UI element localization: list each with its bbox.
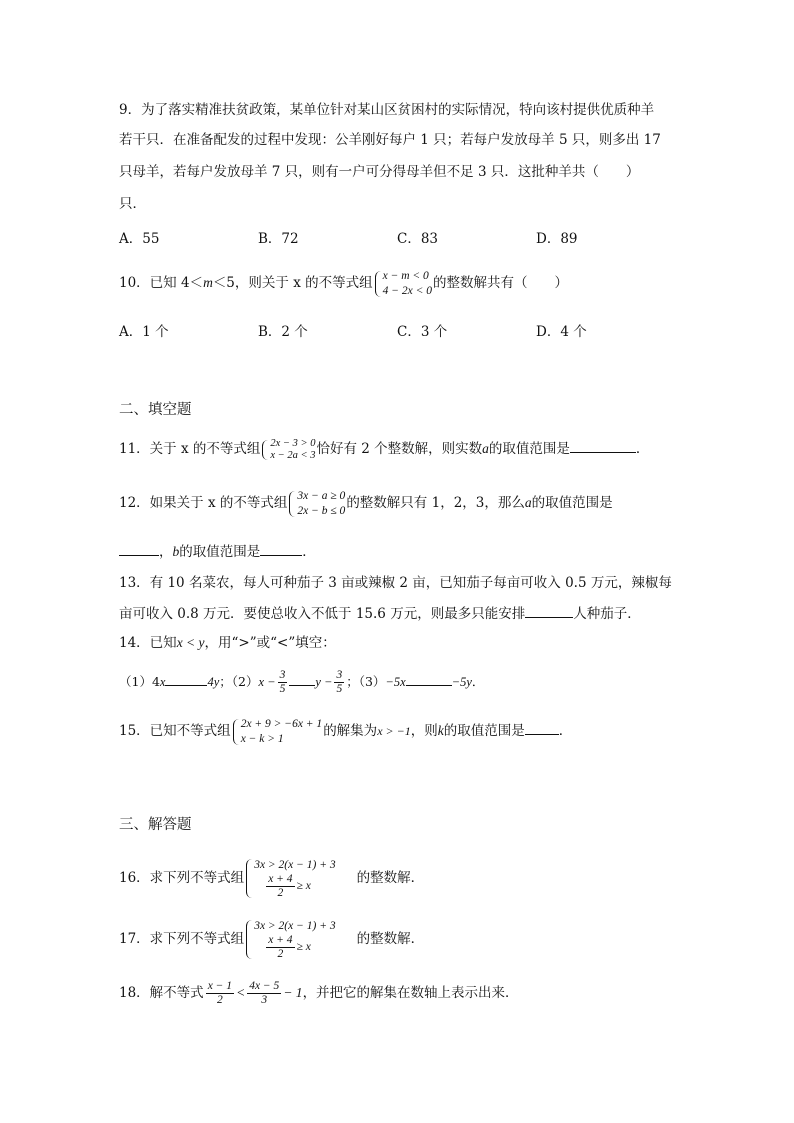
q14-part3-x: −5x: [385, 675, 406, 689]
q10-option-a: A．1 个: [119, 324, 169, 340]
q16-sys-row1: 3x > 2(x − 1) + 3: [254, 859, 336, 871]
q15-mid2: ，则: [410, 723, 438, 739]
q12-line2: [119, 541, 316, 562]
q10-option-c: C．3 个: [397, 324, 448, 340]
q15-answer-blank[interactable]: [525, 720, 559, 735]
q14-stem: [119, 633, 336, 653]
q9-option-d: D．89: [536, 231, 578, 247]
q17-stem: [119, 913, 424, 965]
q11-answer-blank[interactable]: [570, 438, 636, 453]
q17-suffix: 的整数解．: [356, 931, 425, 947]
q18-frac-right: [247, 980, 281, 1007]
q16-frac-num: x + 4: [268, 873, 293, 885]
q15-system: [232, 717, 323, 747]
q11-end: ．: [635, 441, 650, 457]
q16-frac: [266, 873, 294, 900]
q15-sys-row2: x − k > 1: [240, 732, 284, 745]
q14-part1-label: （1）4: [119, 674, 160, 689]
q14-frac-num: 3: [336, 669, 343, 681]
q14-end: ．: [471, 674, 485, 689]
q13-line1: 13．有 10 名菜农，每人可种茄子 3 亩或辣椒 2 亩，已知茄子每亩可收入 0.5 万元，辣椒每: [119, 575, 672, 591]
q13-line2-suffix: 人种茄子．: [573, 606, 641, 622]
q14-part1-x: x: [159, 675, 166, 689]
q18-less-than: <: [236, 985, 246, 1000]
q9-option-a: A．55: [119, 231, 160, 247]
q12-end: ．: [302, 544, 316, 560]
q18-frac2-num: 4x − 5: [249, 980, 280, 992]
q12-sys-row1: 3x − a ≥ 0: [297, 489, 346, 502]
q10-option-b: B．2 个: [258, 324, 308, 340]
q17-sys-row1: 3x > 2(x − 1) + 3: [254, 920, 336, 932]
q16-frac-den: 2: [277, 887, 284, 899]
q12-var-b: b: [172, 544, 180, 559]
q18-frac2-den: 3: [261, 994, 268, 1006]
section-heading-solve: 三、解答题: [119, 817, 192, 833]
q11-mid: 恰好有 2 个整数解，则实数: [316, 441, 483, 457]
q14-part2-frac-right: [334, 669, 344, 696]
q10-suffix: 的整数解共有（ ）: [432, 275, 568, 291]
q18-tail: − 1: [283, 985, 303, 1000]
q12-answer-blank-b[interactable]: [260, 541, 302, 556]
q14-frac-den: 5: [279, 683, 286, 695]
q17-frac-num: x + 4: [268, 934, 293, 946]
q18-frac-left: [206, 980, 234, 1007]
q15-sys-row1: 2x + 9 > −6x + 1: [240, 717, 323, 730]
q9-line1: 9．为了落实精准扶贫政策，某单位针对某山区贫困村的实际情况，特向该村提供优质种羊: [119, 102, 655, 118]
q15-mid: 的解集为: [323, 723, 378, 739]
q10-system: [374, 269, 432, 299]
q18-frac1-num: x − 1: [207, 980, 233, 992]
q12-comma: ，: [159, 544, 173, 560]
q14-part3-y: −5y: [451, 675, 472, 689]
q17-frac-den: 2: [277, 948, 284, 960]
q12-mid: 的整数解只有 1，2，3，那么: [346, 495, 525, 511]
q16-suffix: 的整数解．: [356, 870, 425, 886]
q15-prefix: 15．已知不等式组: [119, 723, 231, 739]
q18-prefix: 18．解不等式: [119, 985, 204, 1001]
q17-frac: [266, 934, 294, 961]
q12-answer-blank-a[interactable]: [119, 541, 159, 556]
q10-sys-row1: x − m < 0: [382, 269, 429, 282]
q15-end: ．: [558, 723, 573, 739]
q9-option-c: C．83: [397, 231, 439, 247]
section-heading-fill-in: 二、填空题: [119, 402, 192, 418]
q12-line2-suffix: 的取值范围是: [179, 544, 261, 560]
q14-sep1: ；（2）: [219, 674, 259, 689]
q14-sep2: ；（3）: [346, 674, 386, 689]
q17-system: [245, 918, 335, 961]
q11-stem: [119, 434, 649, 464]
q15-var-k: k: [437, 723, 444, 738]
q10-mid: ＜5，则关于 x 的不等式组: [212, 275, 373, 291]
q14-part2-y: y −: [315, 675, 333, 689]
q15-stem: [119, 713, 572, 749]
q17-prefix: 17．求下列不等式组: [119, 931, 245, 947]
q14-part2-x: x −: [258, 675, 276, 689]
q10-sys-row2: 4 − 2x < 0: [382, 284, 432, 297]
q17-sys-row2: [254, 934, 335, 961]
q16-sys-row2: [254, 873, 335, 900]
q9-line3: 只母羊，若每户发放母羊 7 只，则有一户可分得母羊但不足 3 只．这批种羊共（ ）: [119, 164, 640, 180]
q13-line2-prefix: 亩可收入 0.8 万元．要使总收入不低于 15.6 万元，则最多只能安排: [119, 606, 526, 622]
q10-stem: [119, 265, 568, 301]
q11-system: [261, 438, 315, 462]
q14-condition: x < y: [176, 635, 205, 650]
q18-frac1-den: 2: [217, 994, 223, 1006]
q16-prefix: 16．求下列不等式组: [119, 870, 245, 886]
q14-part2-frac-left: [278, 669, 288, 696]
q9-option-b: B．72: [258, 231, 299, 247]
q12-prefix: 12．如果关于 x 的不等式组: [119, 495, 288, 511]
q16-row2-tail: ≥ x: [296, 880, 311, 893]
q12-var-a: a: [524, 495, 532, 510]
q14-parts: [119, 665, 484, 699]
q18-suffix: ，并把它的解集在数轴上表示出来．: [302, 985, 519, 1001]
q13-answer-blank[interactable]: [525, 603, 573, 618]
q14-frac-den: 5: [336, 683, 343, 695]
q14-part3-blank[interactable]: [406, 671, 452, 686]
q11-var-a: a: [482, 441, 489, 456]
q14-part1-y: 4y: [207, 675, 220, 689]
q12-system: [288, 489, 345, 519]
q14-frac-num: 3: [279, 669, 286, 681]
q14-suffix: ，用“>”或“<”填空：: [204, 635, 336, 651]
q10-var-m: m: [203, 275, 213, 290]
q15-suffix: 的取值范围是: [443, 723, 525, 739]
q11-sys-row1: 2x − 3 > 0: [270, 437, 316, 449]
q16-stem: [119, 852, 424, 904]
q10-option-d: D．4 个: [536, 324, 587, 340]
q16-system: [245, 857, 335, 900]
q12-sys-row2: 2x − b ≤ 0: [297, 504, 346, 517]
q9-line2: 若干只．在准备配发的过程中发现：公羊刚好每户 1 只；若每户发放母羊 5 只，则多出 17: [119, 132, 661, 148]
q11-suffix: 的取值范围是: [488, 441, 570, 457]
q9-line4: 只．: [119, 196, 146, 212]
q12-suffix: 的取值范围是: [531, 495, 613, 511]
q18-stem: [119, 975, 519, 1011]
q11-prefix: 11．关于 x 的不等式组: [119, 441, 261, 457]
q13-line2: [119, 603, 641, 624]
q11-sys-row2: x − 2a < 3: [270, 449, 316, 461]
q14-part1-blank[interactable]: [165, 671, 207, 686]
q10-prefix: 10．已知 4＜: [119, 275, 204, 291]
q12-stem: [119, 485, 613, 521]
q14-prefix: 14．已知: [119, 635, 177, 651]
q14-part2-blank[interactable]: [289, 671, 315, 686]
q17-row2-tail: ≥ x: [296, 941, 311, 954]
q15-solution-set: x > −1: [377, 724, 411, 738]
